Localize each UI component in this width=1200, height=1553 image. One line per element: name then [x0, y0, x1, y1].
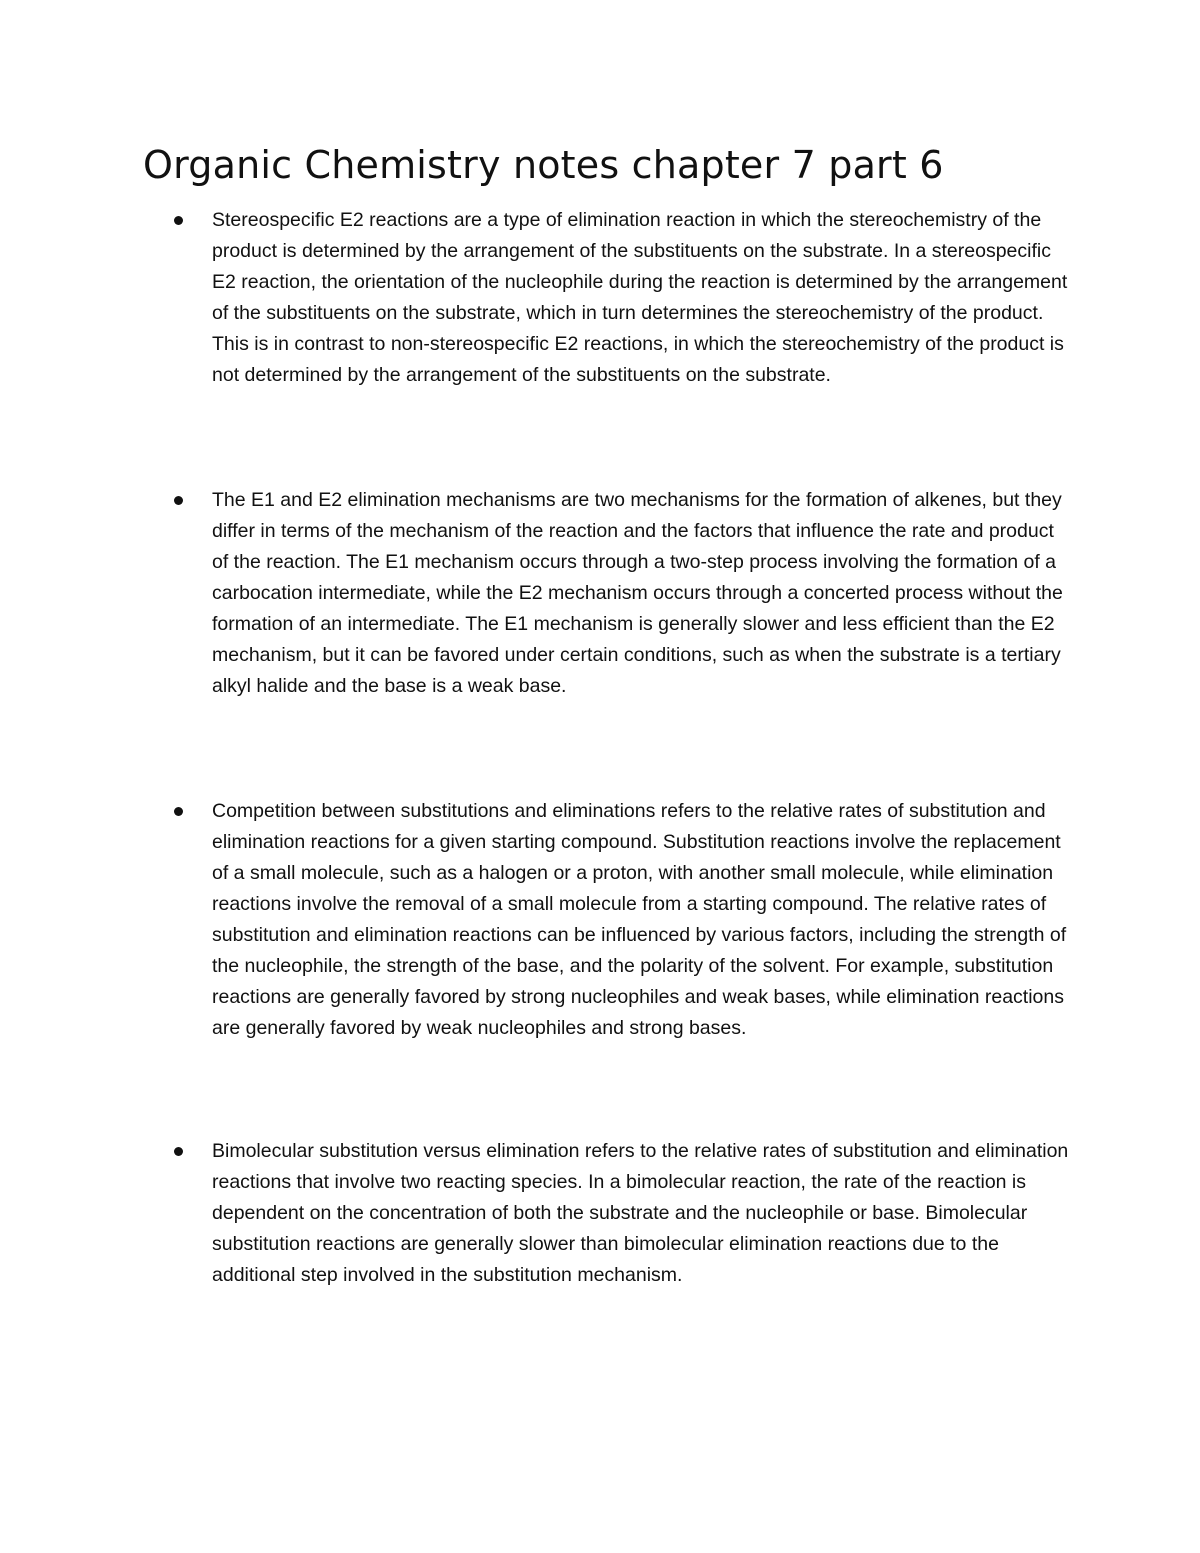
list-item-text: Competition between substitutions and eliminations refers to the relative rates of substitution and elimination reactions for a given starting compound. Substitution reactions involve the replacement of a small molecule, such as a halogen or a proton, with another small molecule, while elimination reactions involve the removal of a small molecule from a starting compound. The relative rates of substitution and elimination reactions can be influenced by various factors, including the strength of the nucleophile, the strength of the base, and the polarity of the solvent. For example, substitution reactions are generally favored by strong nucleophiles and weak bases, while elimination reactions are generally favored by weak nucleophiles and strong bases. [212, 800, 1067, 1039]
page-title: Organic Chemistry notes chapter 7 part 6 [143, 143, 944, 187]
bullet-icon [174, 216, 183, 225]
bullet-icon [174, 496, 183, 505]
list-item-text: Stereospecific E2 reactions are a type of elimination reaction in which the stereochemistry of the product is determined by the arrangement of the substituents on the substrate. In a stereospecific E2 reaction, the orientation of the nucleophile during the reaction is determined by the arrangement of the substituents on the substrate, which in turn determines the stereochemistry of the product. This is in contrast to non-stereospecific E2 reactions, in which the stereochemistry of the product is not determined by the arrangement of the substituents on the substrate. [212, 209, 1068, 386]
list-item-text: Bimolecular substitution versus elimination refers to the relative rates of substitution and elimination reactions that involve two reacting species. In a bimolecular reaction, the rate of the reaction is dependent on the concentration of both the substrate and the nucleophile or base. Bimolecular substitution reactions are generally slower than bimolecular elimination reactions due to the additional step involved in the substitution mechanism. [212, 1140, 1069, 1286]
bullet-icon [174, 1147, 183, 1156]
list-item [212, 205, 1072, 391]
list-item [212, 796, 1072, 1044]
bullet-icon [174, 807, 183, 816]
list-item-text: The E1 and E2 elimination mechanisms are two mechanisms for the formation of alkenes, but they differ in terms of the mechanism of the reaction and the factors that influence the rate and product of the reaction. The E1 mechanism occurs through a two-step process involving the formation of a carbocation intermediate, while the E2 mechanism occurs through a concerted process without the formation of an intermediate. The E1 mechanism is generally slower and less efficient than the E2 mechanism, but it can be favored under certain conditions, such as when the substrate is a tertiary alkyl halide and the base is a weak base. [212, 489, 1063, 697]
list-item [212, 485, 1072, 702]
list-item [212, 1136, 1072, 1291]
